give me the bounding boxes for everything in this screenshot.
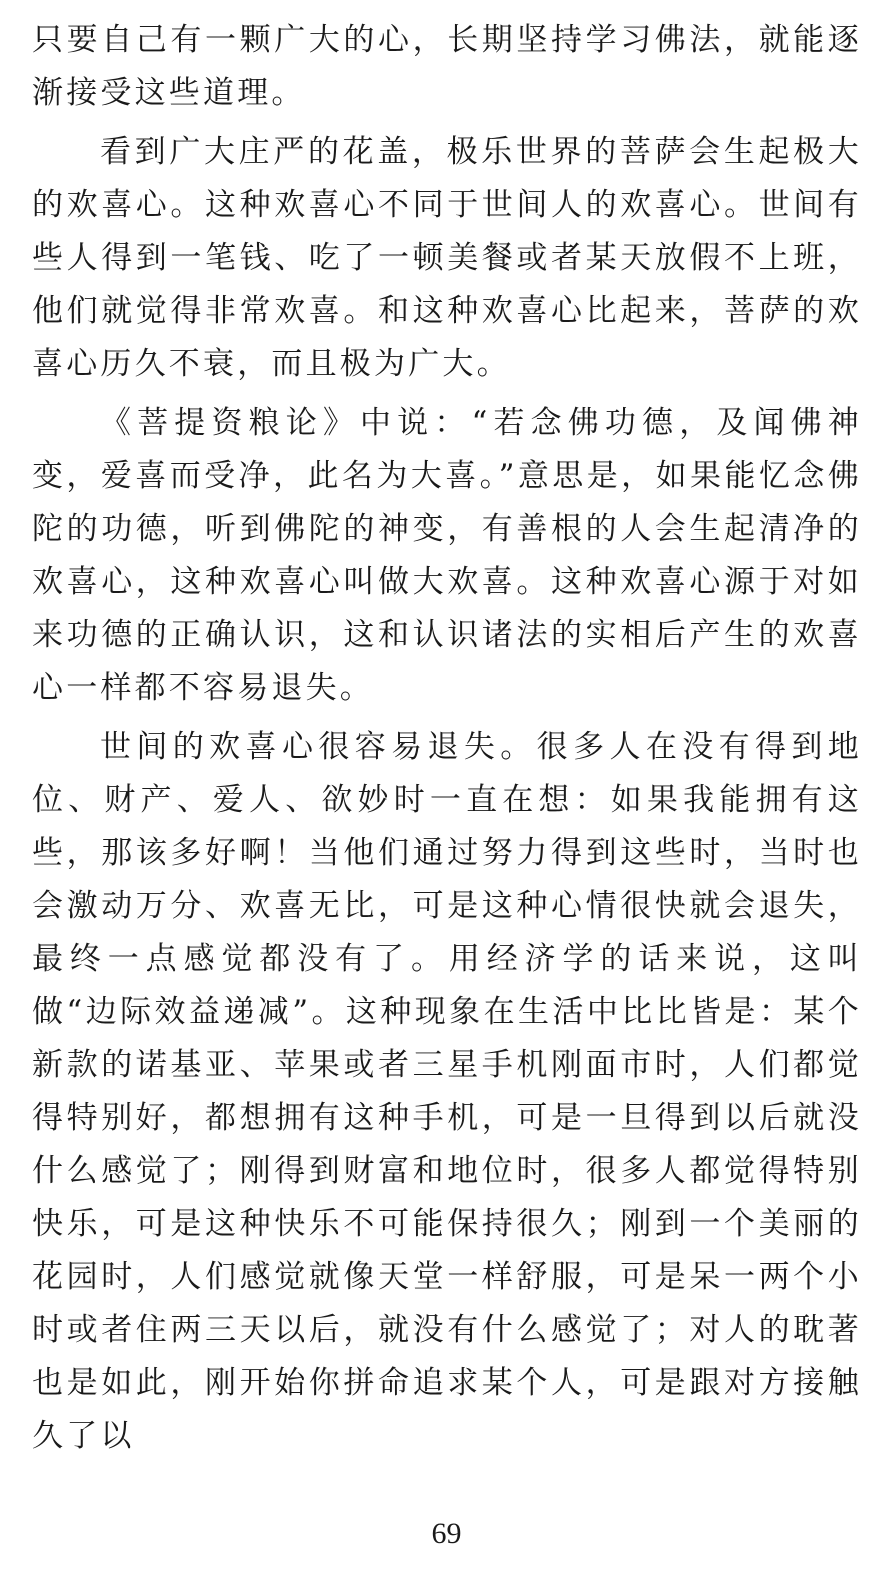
paragraph-3: 《菩提资粮论》中说：“若念佛功德，及闻佛神变，爱喜而受净，此名为大喜。”意思是，如果能忆念佛陀的功德，听到佛陀的神变，有善根的人会生起清净的欢喜心，这种欢喜心叫做大欢喜。这种欢喜心源于对如来功德的正确认识，这和认识诸法的实相后产生的欢喜心一样都不容易退失。	[32, 405, 862, 706]
paragraph-4: 世间的欢喜心很容易退失。很多人在没有得到地位、财产、爱人、欲妙时一直在想：如果我能拥有这些，那该多好啊！当他们通过努力得到这些时，当时也会激动万分、欢喜无比，可是这种心情很快就会退失，最终一点感觉都没有了。用经济学的话来说，这叫做“边际效益递减”。这种现象在生活中比比皆是：某个新款的诺基亚、苹果或者三星手机刚面市时，人们都觉得特别好，都想拥有这种手机，可是一旦得到以后就没什么感觉了；刚得到财富和地位时，很多人都觉得特别快乐，可是这种快乐不可能保持很久；刚到一个美丽的花园时，人们感觉就像天堂一样舒服，可是呆一两个小时或者住两三天以后，就没有什么感觉了；对人的耽著也是如此，刚开始你拼命追求某个人，可是跟对方接触久了以	[32, 729, 862, 1454]
paragraph-2: 看到广大庄严的花盖，极乐世界的菩萨会生起极大的欢喜心。这种欢喜心不同于世间人的欢喜心。世间有些人得到一笔钱、吃了一顿美餐或者某天放假不上班，他们就觉得非常欢喜。和这种欢喜心比起来，菩萨的欢喜心历久不衰，而且极为广大。	[32, 134, 862, 382]
page-number: 69	[431, 1517, 462, 1550]
page-body	[32, 14, 862, 1463]
paragraph-1: 只要自己有一颗广大的心，长期坚持学习佛法，就能逐渐接受这些道理。	[32, 22, 862, 111]
